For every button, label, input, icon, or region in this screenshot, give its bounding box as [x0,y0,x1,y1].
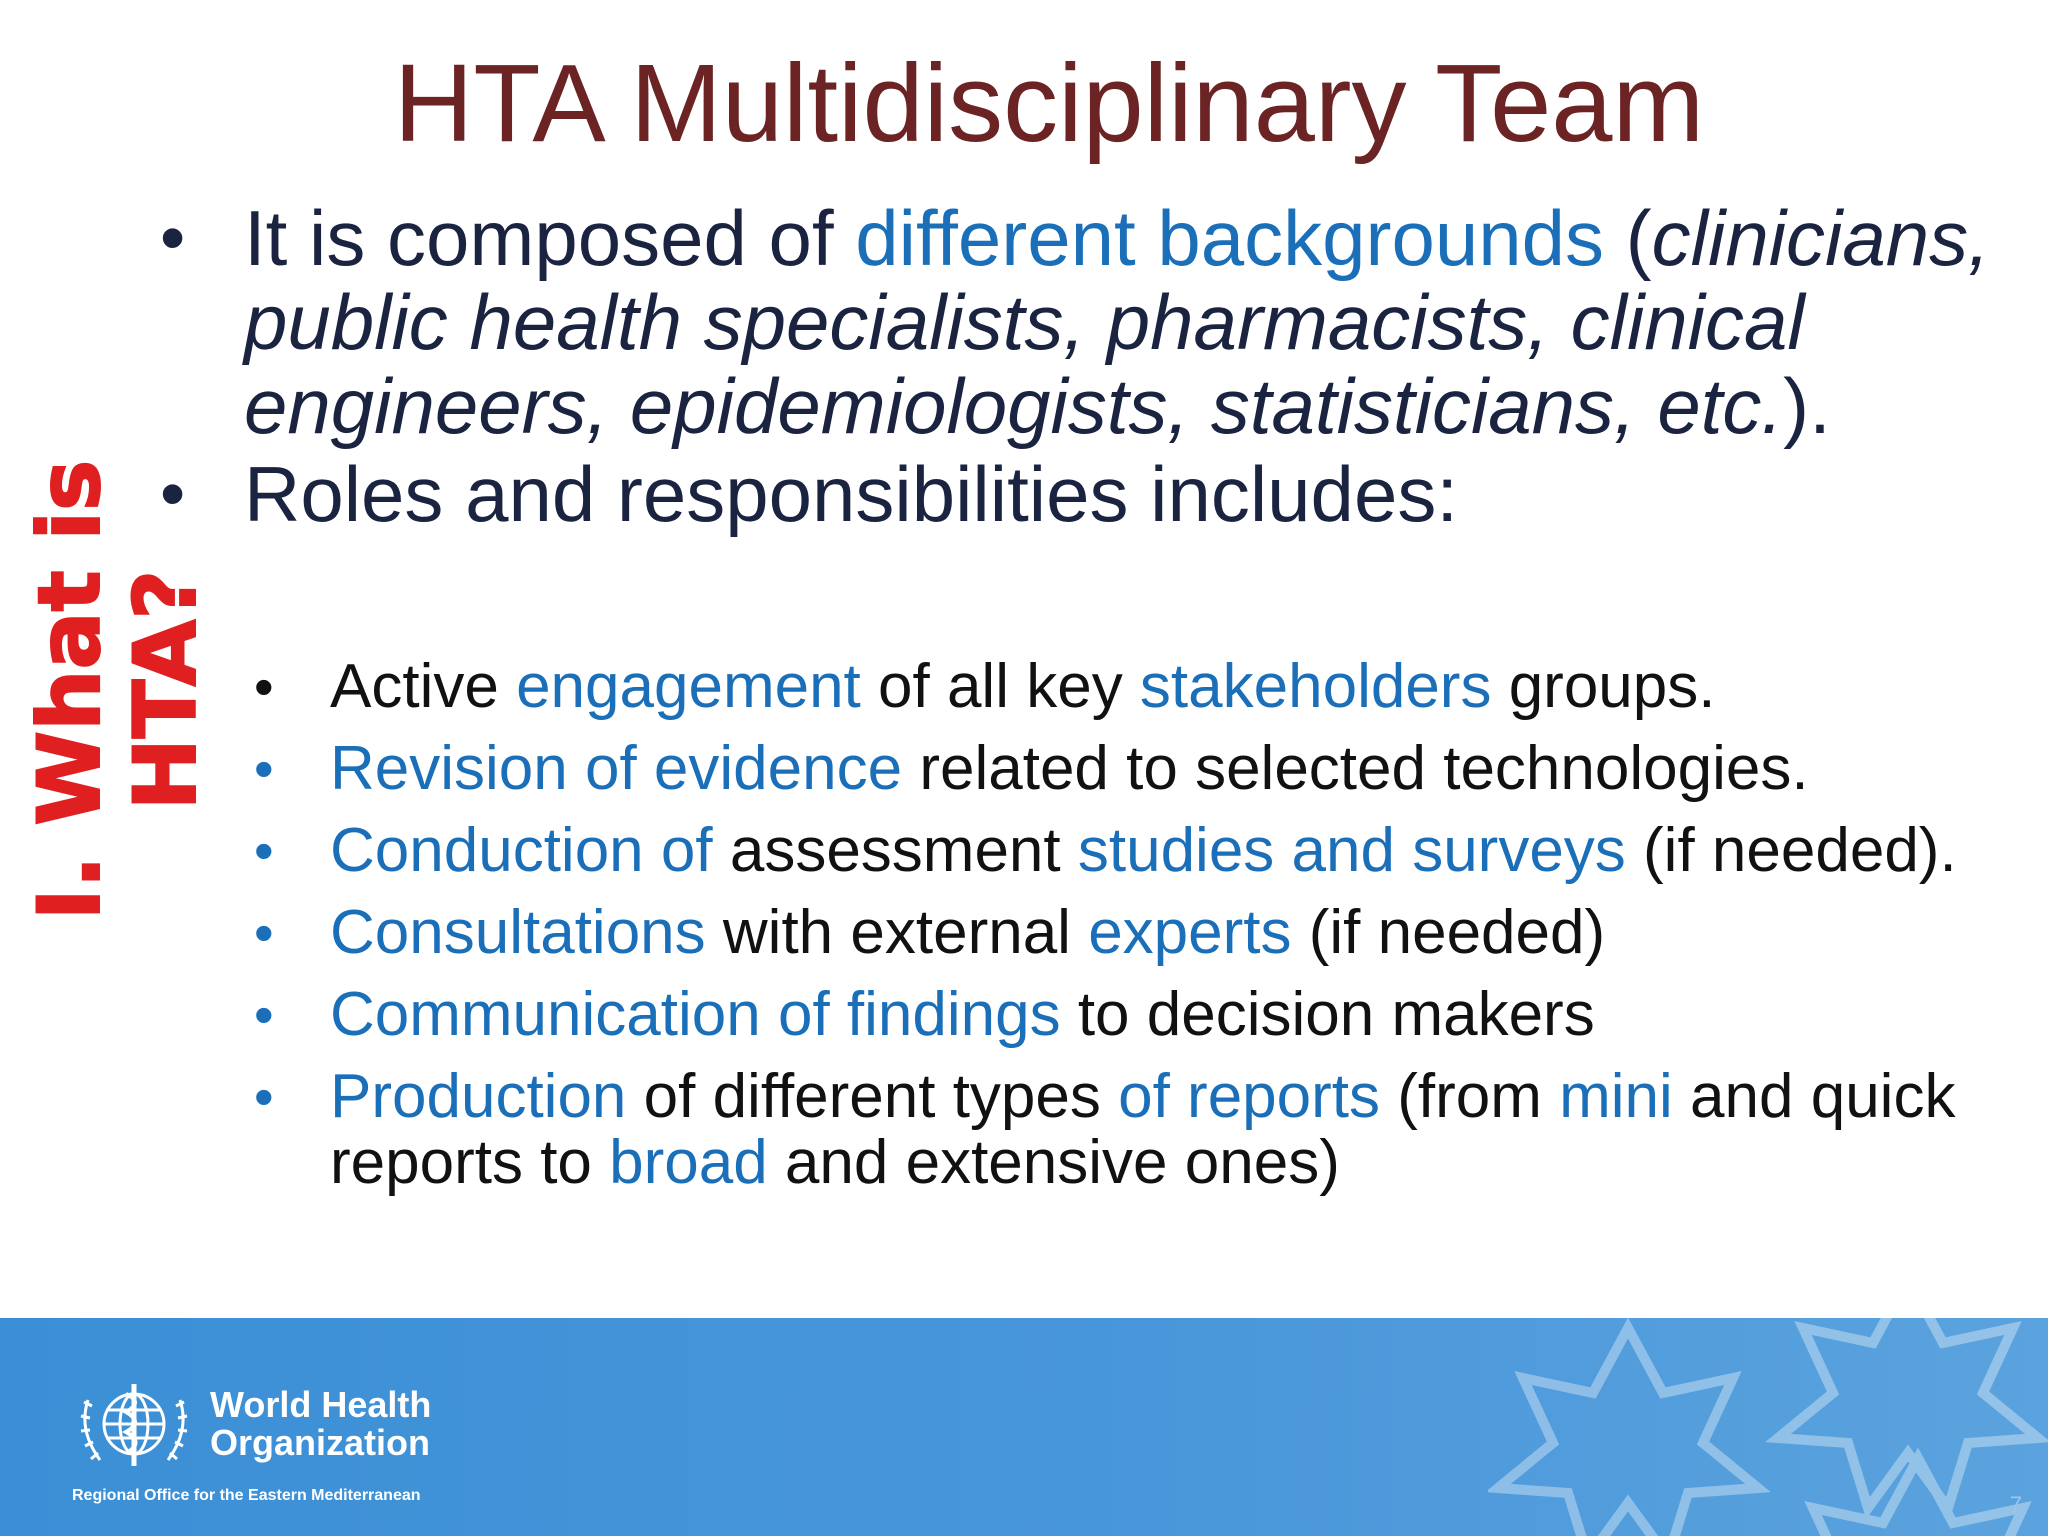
organization-name [210,1386,431,1462]
background-list-text: clinicians, public health specialists, pharmacists, clinical engineers, epidemiologists, statisticians, etc. [244,194,1990,450]
highlight-text: Communication of findings [330,980,1061,1049]
side-section-label: I. What is HTA? [20,459,216,921]
sub-bullet-conduction [248,818,2028,884]
who-emblem-icon [68,1370,200,1478]
highlight-text: engagement [516,652,861,721]
regional-office-label: Regional Office for the Eastern Mediterranean [72,1487,421,1504]
sub-text: to decision makers [1060,980,1595,1049]
sub-text: and quick reports to [330,1062,1956,1197]
sub-text: of all key [860,652,1140,721]
main-bullet-list [160,196,2010,536]
sub-text: (if needed) [1291,898,1606,967]
geometric-pattern-decoration [1488,1318,2048,1536]
highlight-text: of reports [1118,1062,1381,1131]
slide-title: HTA Multidisciplinary Team [393,42,1705,165]
sub-bullet-revision [248,736,2028,802]
organization-name-line: World Health [210,1384,432,1425]
highlight-text: experts [1088,898,1292,967]
bullet-dot-icon: • [254,1065,274,1128]
bullet-dot-icon: • [254,819,274,882]
sub-text: Active [330,652,517,721]
bullet-dot-icon: • [254,655,274,718]
highlight-text: Consultations [330,898,706,967]
bullet-text: ). [1783,362,1831,450]
roles-sub-list [248,654,2028,1212]
bullet-dot-icon: • [254,737,274,800]
highlight-text: stakeholders [1139,652,1492,721]
footer-banner [0,1318,2048,1536]
sub-text: and extensive ones) [767,1128,1340,1197]
highlight-text: studies and surveys [1077,816,1626,885]
page-number: 7 [2009,1492,2022,1517]
bullet-dot-icon: • [254,901,274,964]
bullet-text: ( [1604,194,1652,282]
bullet-text: It is composed of [244,194,856,282]
highlight-text: broad [609,1128,768,1197]
bullet-composition [160,196,2010,448]
bullet-roles [160,452,2010,536]
sub-bullet-engagement [248,654,2028,720]
bullet-text: Roles and responsibilities includes: [244,450,1458,538]
sub-bullet-communication [248,982,2028,1048]
sub-text: (if needed). [1625,816,1957,885]
bullet-dot-icon: • [160,454,186,534]
highlight-text: Conduction of [330,816,713,885]
highlight-text: different backgrounds [855,194,1605,282]
sub-bullet-consultations [248,900,2028,966]
sub-text: assessment [712,816,1078,885]
highlight-text: Revision of evidence [330,734,903,803]
sub-text: related to selected technologies. [902,734,1809,803]
sub-text: groups. [1491,652,1716,721]
organization-name-line: Organization [210,1422,431,1463]
sub-text: with external [705,898,1089,967]
highlight-text: Production [330,1062,627,1131]
sub-text: (from [1380,1062,1560,1131]
sub-text: of different types [626,1062,1119,1131]
sub-bullet-production [248,1064,2028,1196]
bullet-dot-icon: • [160,198,186,278]
highlight-text: mini [1559,1062,1673,1131]
bullet-dot-icon: • [254,983,274,1046]
